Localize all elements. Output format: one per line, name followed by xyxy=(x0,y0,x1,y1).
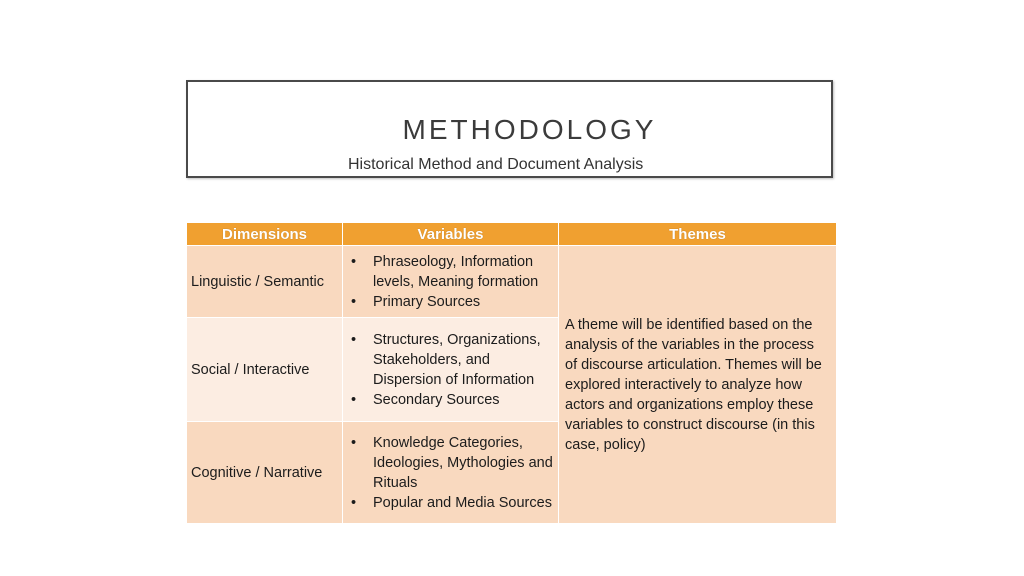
list-item: • Primary Sources xyxy=(349,292,554,312)
variables-list xyxy=(349,252,554,312)
header-variables: Variables xyxy=(343,223,559,246)
dimension-cell: Cognitive / Narrative xyxy=(187,422,343,524)
variables-list xyxy=(349,330,554,410)
dimension-cell: Linguistic / Semantic xyxy=(187,246,343,318)
variables-cell xyxy=(343,246,559,318)
list-item: • Knowledge Categories, Ideologies, Mythologies and Rituals xyxy=(349,433,554,493)
dimension-cell: Social / Interactive xyxy=(187,318,343,422)
variables-list xyxy=(349,433,554,513)
themes-text: A theme will be identified based on the analysis of the variables in the process of discourse articulation. Themes will be explored interactively to analyze how actors and organizations employ these variables to construct discourse (in this case, policy) xyxy=(565,316,822,453)
variables-cell xyxy=(343,422,559,524)
list-item: • Structures, Organizations, Stakeholders, and Dispersion of Information xyxy=(349,330,554,390)
list-item: • Secondary Sources xyxy=(349,390,554,410)
table-row xyxy=(187,246,837,318)
header-dimensions: Dimensions xyxy=(187,223,343,246)
themes-cell xyxy=(559,246,837,524)
header-themes: Themes xyxy=(559,223,837,246)
slide-subtitle: Historical Method and Document Analysis xyxy=(348,156,644,173)
variables-cell xyxy=(343,318,559,422)
title-box xyxy=(186,80,833,178)
slide-title: METHODOLOGY xyxy=(402,114,657,145)
table-header-row xyxy=(187,223,837,246)
list-item: • Popular and Media Sources xyxy=(349,493,554,513)
methodology-table xyxy=(186,222,837,524)
list-item: • Phraseology, Information levels, Meaning formation xyxy=(349,252,554,292)
